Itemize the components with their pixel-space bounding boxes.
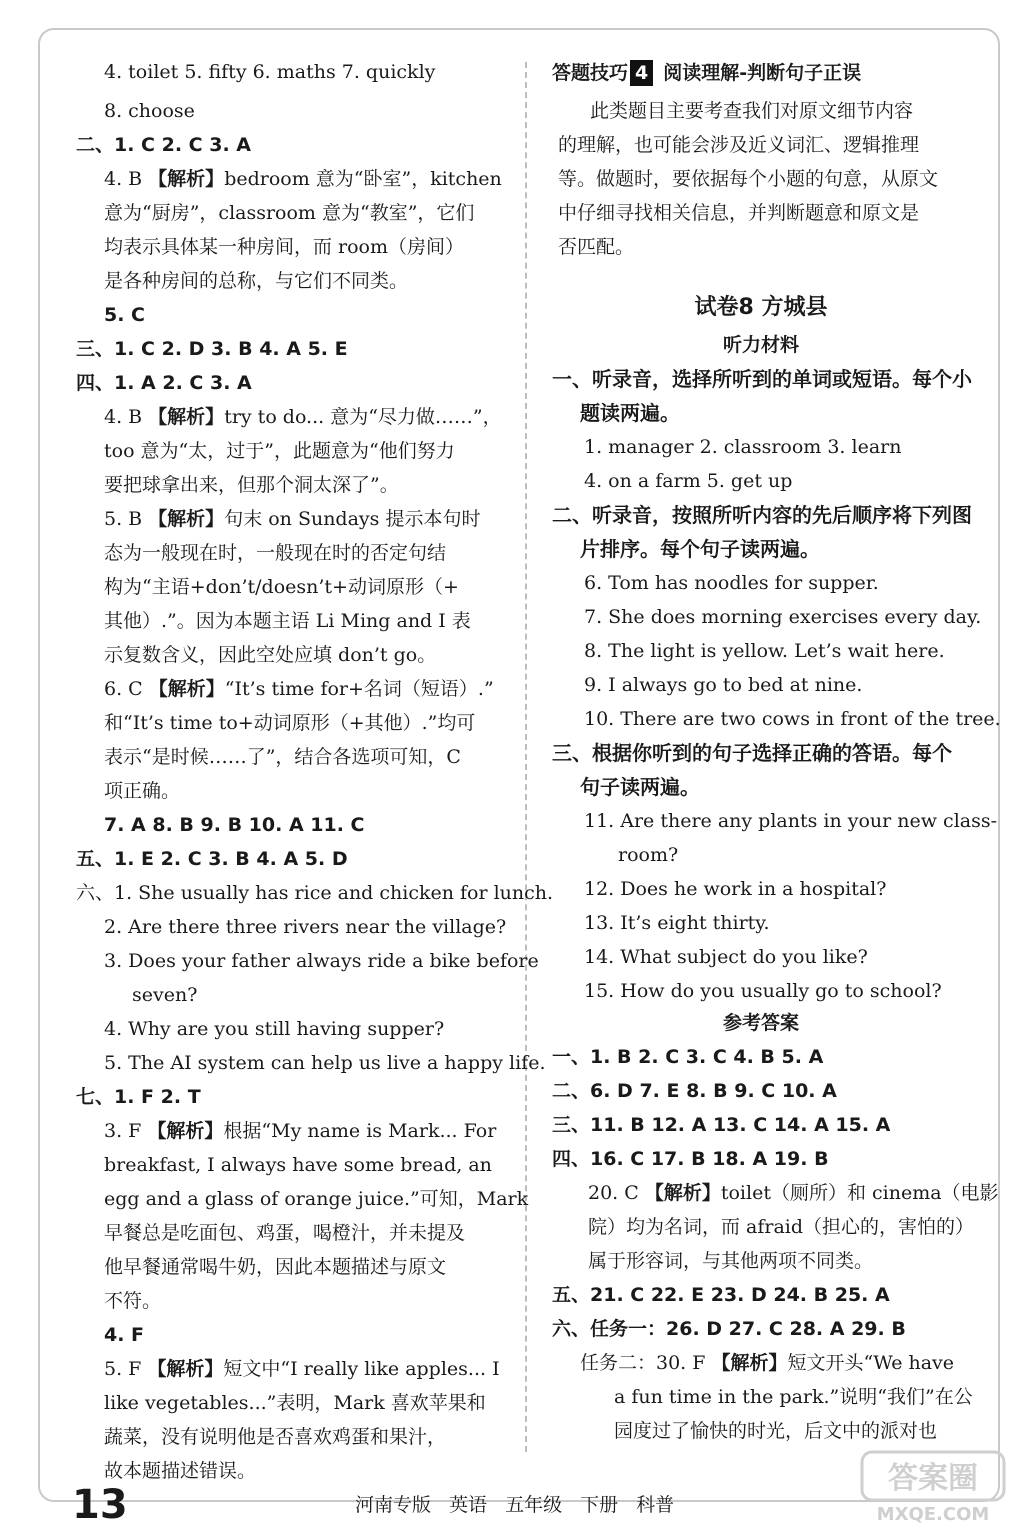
answer-line: 项正确。	[104, 780, 181, 802]
listening-line: 12. Does he work in a hospital?	[584, 878, 887, 900]
answer-line: 4. F	[104, 1324, 145, 1346]
answer-line: 其他）.”。因为本题主语 Li Ming and I 表	[104, 610, 471, 632]
answer-line: 故本题描述错误。	[104, 1460, 257, 1482]
analysis-tag: 【解析】	[711, 1352, 788, 1374]
answer-line: 二、6. D 7. E 8. B 9. C 10. A	[552, 1080, 837, 1102]
analysis-tag: 【解析】	[148, 168, 225, 190]
watermark-line2: MXQE.COM	[876, 1504, 990, 1525]
listening-line: 11. Are there any plants in your new class-	[584, 810, 998, 832]
answer-line: 一、1. B 2. C 3. C 4. B 5. A	[552, 1046, 824, 1068]
answer-line: 均表示具体某一种房间，而 room（房间）	[104, 236, 465, 258]
listening-line: 8. The light is yellow. Let’s wait here.	[584, 640, 945, 662]
tip-box	[552, 56, 861, 90]
watermark-line1: 答案圈	[888, 1461, 978, 1496]
answer-line: 20. C 【解析】toilet（厕所）和 cinema（电影	[588, 1182, 999, 1204]
answer-line: 院）均为名词，而 afraid（担心的，害怕的）	[588, 1216, 975, 1238]
answer-line: 二、1. C 2. C 3. A	[76, 134, 251, 156]
answer-line: 四、16. C 17. B 18. A 19. B	[552, 1148, 829, 1170]
tip-line: 否匹配。	[558, 236, 635, 258]
listening-line: 4. on a farm 5. get up	[584, 470, 793, 492]
answer-line: 5. C	[104, 304, 145, 326]
answer-line: 5. The AI system can help us live a happy life.	[104, 1052, 546, 1074]
answer-line: 构为“主语+don’t/doesn’t+动词原形（+	[104, 576, 459, 598]
answer-line: a fun time in the park.”说明“我们”在公	[614, 1386, 973, 1408]
answer-line: 4. toilet 5. fifty 6. maths 7. quickly	[104, 61, 436, 83]
listening-line: 1. manager 2. classroom 3. learn	[584, 436, 902, 458]
answer-line: 意为“厨房”，classroom 意为“教室”，它们	[104, 202, 475, 224]
answer-line: 五、21. C 22. E 23. D 24. B 25. A	[552, 1284, 890, 1306]
answer-line: 早餐总是吃面包、鸡蛋，喝橙汁，并未提及	[104, 1222, 466, 1244]
paper-title: 试卷8 方城县	[694, 295, 828, 320]
watermark-logo	[858, 1448, 1008, 1528]
analysis-tag: 【解析】	[148, 508, 225, 530]
answer-line: 表示“是时候……了”，结合各选项可知，C	[104, 746, 461, 768]
answer-line: 示复数含义，因此空处应填 don’t go。	[104, 644, 437, 666]
answer-line: 属于形容词，与其他两项不同类。	[588, 1250, 874, 1272]
listening-line: 三、根据你听到的句子选择正确的答语。每个	[552, 741, 952, 765]
answers-title: 参考答案	[722, 1012, 799, 1034]
answer-line: 六、任务一：26. D 27. C 28. A 29. B	[552, 1318, 906, 1340]
answer-line: 七、1. F 2. T	[76, 1086, 201, 1108]
answer-line: 5. B 【解析】句末 on Sundays 提示本句时	[104, 508, 481, 530]
answer-line: 他早餐通常喝牛奶，因此本题描述与原文	[104, 1256, 447, 1278]
answer-line: 3. Does your father always ride a bike before	[104, 950, 539, 972]
answer-line: 六、1. She usually has rice and chicken for lunch.	[76, 882, 554, 904]
listening-line: 13. It’s eight thirty.	[584, 912, 770, 934]
listening-line: 14. What subject do you like?	[584, 946, 868, 968]
answer-line: 态为一般现在时，一般现在时的否定句结	[104, 542, 447, 564]
listening-line: 15. How do you usually go to school?	[584, 980, 942, 1002]
tip-number: 4	[630, 60, 653, 86]
listening-title: 听力材料	[722, 334, 799, 356]
tip-line: 中仔细寻找相关信息，并判断题意和原文是	[558, 202, 920, 224]
analysis-tag: 【解析】	[147, 1358, 224, 1380]
listening-line: 7. She does morning exercises every day.	[584, 606, 982, 628]
listening-line: 题读两遍。	[580, 401, 680, 425]
page-number: 13	[72, 1482, 128, 1528]
answer-line: 不符。	[104, 1290, 162, 1312]
analysis-tag: 【解析】	[644, 1182, 721, 1204]
answer-line: 要把球拿出来，但那个洞太深了”。	[104, 474, 399, 496]
answer-line: 五、1. E 2. C 3. B 4. A 5. D	[76, 848, 348, 870]
answer-line: like vegetables...”表明，Mark 喜欢苹果和	[104, 1392, 486, 1414]
tip-line: 此类题目主要考查我们对原文细节内容	[590, 100, 914, 122]
answer-line: 5. F 【解析】短文中“I really like apples... I	[104, 1358, 500, 1380]
analysis-tag: 【解析】	[148, 678, 225, 700]
tip-line: 等。做题时，要依据每个小题的句意，从原文	[558, 168, 939, 190]
answer-line: 8. choose	[104, 100, 195, 122]
answer-line: breakfast, I always have some bread, an	[104, 1154, 492, 1176]
answer-line: 四、1. A 2. C 3. A	[76, 372, 252, 394]
answer-line: 园度过了愉快的时光，后文中的派对也	[614, 1420, 938, 1442]
answer-line: 3. F 【解析】根据“My name is Mark... For	[104, 1120, 497, 1142]
listening-line: room?	[618, 844, 679, 866]
tip-label: 答题技巧	[552, 62, 629, 84]
listening-line: 10. There are two cows in front of the tree.	[584, 708, 1001, 730]
analysis-tag: 【解析】	[147, 1120, 224, 1142]
answer-line: 2. Are there three rivers near the village?	[104, 916, 507, 938]
answer-line: seven?	[132, 984, 198, 1006]
listening-line: 句子读两遍。	[580, 775, 700, 799]
listening-line: 片排序。每个句子读两遍。	[580, 537, 820, 561]
answer-line: 蔬菜，没有说明他是否喜欢鸡蛋和果汁，	[104, 1426, 447, 1448]
answer-line: 6. C 【解析】“It’s time for+名词（短语）.”	[104, 678, 494, 700]
analysis-tag: 【解析】	[148, 406, 225, 428]
listening-line: 一、听录音，选择所听到的单词或短语。每个小	[552, 367, 972, 391]
answer-line: 4. Why are you still having supper?	[104, 1018, 445, 1040]
tip-title: 阅读理解-判断句子正误	[663, 62, 862, 84]
answer-line: 任务二：30. F 【解析】短文开头“We have	[580, 1352, 955, 1374]
answer-line: 4. B 【解析】try to do... 意为“尽力做……”，	[104, 406, 502, 428]
answer-line: egg and a glass of orange juice.”可知，Mark	[104, 1188, 529, 1210]
answer-line: too 意为“太，过于”，此题意为“他们努力	[104, 440, 455, 462]
answer-line: 是各种房间的总称，与它们不同类。	[104, 270, 409, 292]
listening-line: 6. Tom has noodles for supper.	[584, 572, 879, 594]
answer-line: 7. A 8. B 9. B 10. A 11. C	[104, 814, 365, 836]
answer-line: 三、1. C 2. D 3. B 4. A 5. E	[76, 338, 348, 360]
answer-line: 三、11. B 12. A 13. C 14. A 15. A	[552, 1114, 891, 1136]
tip-line: 的理解，也可能会涉及近义词汇、逻辑推理	[558, 134, 920, 156]
answer-line: 和“It’s time to+动词原形（+其他）.”均可	[104, 712, 476, 734]
answer-line: 4. B 【解析】bedroom 意为“卧室”，kitchen	[104, 168, 502, 190]
listening-line: 9. I always go to bed at nine.	[584, 674, 863, 696]
column-divider	[525, 62, 527, 1452]
footer-text: 河南专版 英语 五年级 下册 科普	[355, 1494, 675, 1516]
listening-line: 二、听录音，按照所听内容的先后顺序将下列图	[552, 503, 972, 527]
